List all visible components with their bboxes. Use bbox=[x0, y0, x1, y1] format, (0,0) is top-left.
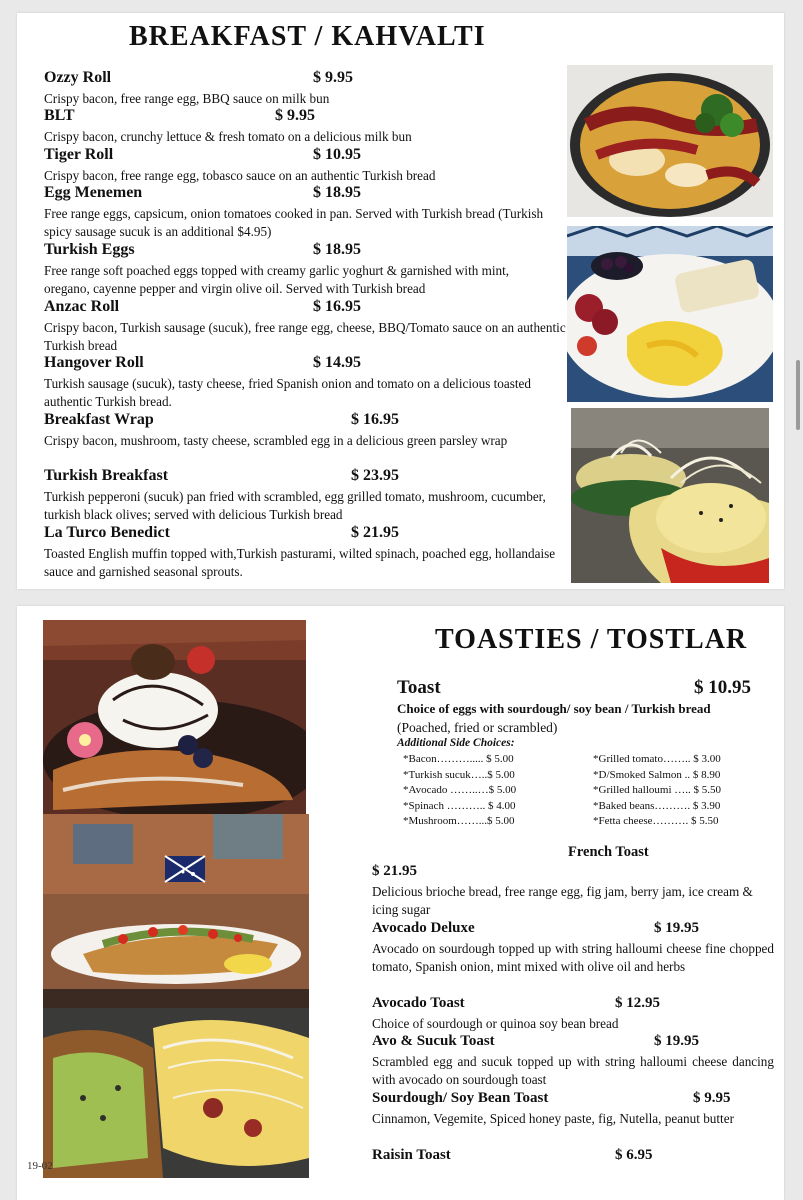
menu-item-price: $ 18.95 bbox=[313, 184, 361, 201]
toast-name: Toast bbox=[397, 677, 441, 698]
menu-item-price: $ 23.95 bbox=[351, 467, 399, 484]
toast-choice: Choice of eggs with sourdough/ soy bean / Turkish bread bbox=[397, 701, 711, 716]
turkish-breakfast-photo bbox=[567, 226, 773, 402]
breakfast-menu-page bbox=[17, 13, 784, 589]
side-choice: *Baked beans………. $ 3.90 bbox=[593, 799, 721, 812]
menu-item-name: La Turco Benedict bbox=[44, 524, 170, 541]
side-choices-left bbox=[403, 752, 516, 830]
menu-item-name: Turkish Breakfast bbox=[44, 467, 169, 484]
side-choice: *Bacon………..... $ 5.00 bbox=[403, 753, 514, 765]
menu-item-desc: Turkish sausage (sucuk), tasty cheese, fried Spanish onion and tomato on a delicious toasted authentic Turkish bread. bbox=[44, 376, 531, 409]
side-choice: *D/Smoked Salmon .. $ 8.90 bbox=[593, 768, 721, 781]
breakfast-title: BREAKFAST / KAHVALTI bbox=[129, 21, 486, 52]
benedict-photo bbox=[571, 408, 769, 583]
menu-item-price: $ 21.95 bbox=[351, 524, 399, 541]
menu-item-desc: Crispy bacon, crunchy lettuce & fresh tomato on a delicious milk bun bbox=[44, 129, 412, 144]
side-choices-heading: Additional Side Choices: bbox=[397, 737, 515, 749]
toasties-title: TOASTIES / TOSTLAR bbox=[435, 624, 748, 655]
menu-item-name: Raisin Toast bbox=[372, 1147, 451, 1163]
menu-item-price: $ 19.95 bbox=[654, 920, 699, 936]
menu-item-desc: Toasted English muffin topped with,Turkish pasturami, wilted spinach, poached egg, hollandaise sauce and garnished seasonal sprouts. bbox=[44, 546, 556, 579]
menu-item-name: Sourdough/ Soy Bean Toast bbox=[372, 1090, 549, 1106]
menu-item-name: Avocado Toast bbox=[372, 995, 465, 1011]
menu-item-price: $ 6.95 bbox=[615, 1147, 653, 1163]
side-choice: *Turkish sucuk…..$ 5.00 bbox=[403, 768, 515, 781]
menu-item-name: Ozzy Roll bbox=[44, 69, 112, 86]
side-choice: *Spinach ……….. $ 4.00 bbox=[403, 799, 516, 812]
menu-item-price: $ 18.95 bbox=[313, 241, 361, 258]
menu-item-name: Egg Menemen bbox=[44, 184, 143, 201]
french-toast-photo bbox=[43, 620, 306, 814]
menu-item-desc: Avocado on sourdough topped up with string halloumi cheese fine chopped tomato, Spanish onion, mint mixed with olive oil and herbs bbox=[372, 941, 774, 974]
menu-item-desc: Turkish pepperoni (sucuk) pan fried with scrambled, egg grilled tomato, mushroom, cucumber, turkish black olives; served with delicious Turkish bread bbox=[44, 489, 546, 522]
menemen-photo bbox=[567, 65, 773, 217]
menu-item-price: $ 12.95 bbox=[615, 995, 660, 1011]
menu-item-price: $ 16.95 bbox=[351, 411, 399, 428]
menu-item-price: $ 9.95 bbox=[693, 1090, 731, 1106]
side-choice: *Grilled tomato…….. $ 3.00 bbox=[593, 753, 721, 765]
menu-item-price: $ 14.95 bbox=[313, 354, 361, 371]
avocado-deluxe-photo bbox=[43, 814, 309, 1008]
toast-price: $ 10.95 bbox=[694, 677, 751, 698]
french-toast-desc: Delicious brioche bread, free range egg, fig jam, berry jam, ice cream & icing sugar bbox=[372, 884, 753, 917]
menu-item-desc: Crispy bacon, Turkish sausage (sucuk), free range egg, cheese, BBQ/Tomato sauce on an authentic Turkish bread bbox=[44, 320, 566, 353]
menu-item-name: Turkish Eggs bbox=[44, 241, 135, 258]
menu-item-desc: Choice of sourdough or quinoa soy bean bread bbox=[372, 1016, 619, 1031]
french-toast-price: $ 21.95 bbox=[372, 863, 417, 879]
menu-item-desc: Free range soft poached eggs topped with creamy garlic yoghurt & garnished with mint, oregano, cayenne pepper and virgin olive oil. Served with Turkish bread bbox=[44, 263, 510, 296]
avo-sucuk-photo bbox=[43, 1008, 309, 1178]
side-choices-right bbox=[593, 752, 721, 830]
menu-item-price: $ 19.95 bbox=[654, 1033, 699, 1049]
menu-item-name: Avo & Sucuk Toast bbox=[372, 1033, 495, 1049]
menu-item-price: $ 16.95 bbox=[313, 298, 361, 315]
menu-item-name: BLT bbox=[44, 107, 75, 124]
menu-item-desc: Crispy bacon, free range egg, BBQ sauce on milk bun bbox=[44, 91, 330, 106]
menu-item-name: Hangover Roll bbox=[44, 354, 144, 371]
side-choice: *Grilled halloumi ….. $ 5.50 bbox=[593, 784, 722, 796]
menu-item-name: Avocado Deluxe bbox=[372, 920, 475, 936]
side-choice: *Fetta cheese………. $ 5.50 bbox=[593, 815, 719, 827]
scrollbar-thumb[interactable] bbox=[796, 360, 800, 430]
menu-item-name: Breakfast Wrap bbox=[44, 411, 154, 428]
menu-item-desc: Crispy bacon, free range egg, tobasco sauce on an authentic Turkish bread bbox=[44, 168, 436, 183]
page-footer-number: 19-02 bbox=[27, 1160, 53, 1172]
menu-item-price: $ 9.95 bbox=[275, 107, 315, 124]
french-toast-name: French Toast bbox=[568, 844, 649, 860]
menu-item-desc: Crispy bacon, mushroom, tasty cheese, scrambled egg in a delicious green parsley wrap bbox=[44, 433, 508, 448]
toasties-menu-page bbox=[17, 606, 784, 1200]
menu-item-desc: Cinnamon, Vegemite, Spiced honey paste, fig, Nutella, peanut butter bbox=[372, 1111, 734, 1126]
side-choice: *Mushroom……...$ 5.00 bbox=[403, 815, 515, 827]
menu-item-name: Tiger Roll bbox=[44, 146, 114, 163]
menu-item-name: Anzac Roll bbox=[44, 298, 120, 315]
menu-item-desc: Free range eggs, capsicum, onion tomatoes cooked in pan. Served with Turkish bread (Turkish spicy sausage sucuk is an additional $4.95) bbox=[44, 206, 544, 239]
menu-item-price: $ 10.95 bbox=[313, 146, 361, 163]
menu-item-desc: Scrambled egg and sucuk topped up with string halloumi cheese dancing with avocado on sourdough toast bbox=[372, 1054, 774, 1087]
side-choice: *Avocado ……..…$ 5.00 bbox=[403, 784, 517, 796]
toast-style: (Poached, fried or scrambled) bbox=[397, 720, 558, 735]
menu-item-price: $ 9.95 bbox=[313, 69, 353, 86]
